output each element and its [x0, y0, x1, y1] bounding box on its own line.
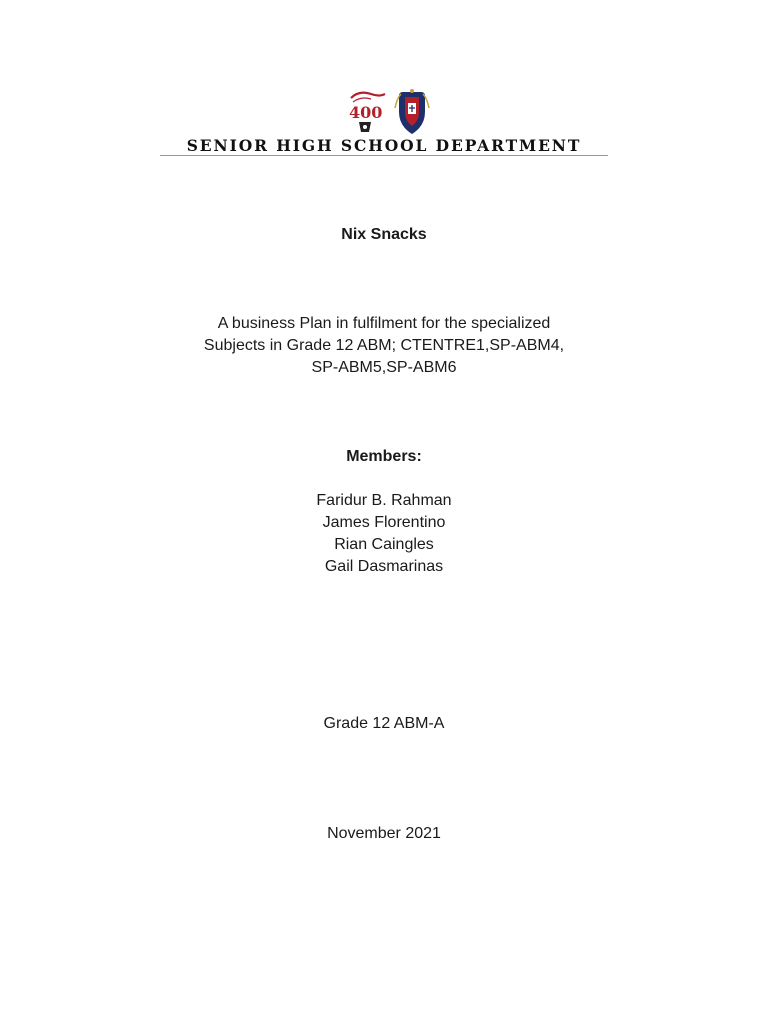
- members-list: [0, 490, 768, 578]
- member-name: James Florentino: [322, 514, 446, 531]
- grade-section: Grade 12 ABM-A: [323, 715, 445, 732]
- purpose-statement: [0, 313, 768, 379]
- anniversary-number: 400: [349, 103, 383, 122]
- purpose-line: Subjects in Grade 12 ABM; CTENTRE1,SP-ABM4,: [203, 337, 565, 354]
- school-logos: [345, 88, 435, 138]
- anniversary-400-logo: [349, 93, 385, 132]
- header-divider: [160, 155, 608, 156]
- school-crest-logo: [395, 89, 429, 134]
- purpose-line: A business Plan in fulfilment for the specialized: [217, 315, 551, 332]
- member-name: Rian Caingles: [334, 536, 434, 553]
- document-title: Nix Snacks: [341, 226, 427, 243]
- logo-graphics: [345, 88, 435, 138]
- purpose-line: SP-ABM5,SP-ABM6: [311, 359, 457, 376]
- department-header: SENIOR HIGH SCHOOL DEPARTMENT: [186, 136, 582, 155]
- submission-date: November 2021: [327, 825, 441, 842]
- member-name: Faridur B. Rahman: [316, 492, 452, 509]
- members-heading: Members:: [346, 448, 422, 465]
- member-name: Gail Dasmarinas: [324, 558, 444, 575]
